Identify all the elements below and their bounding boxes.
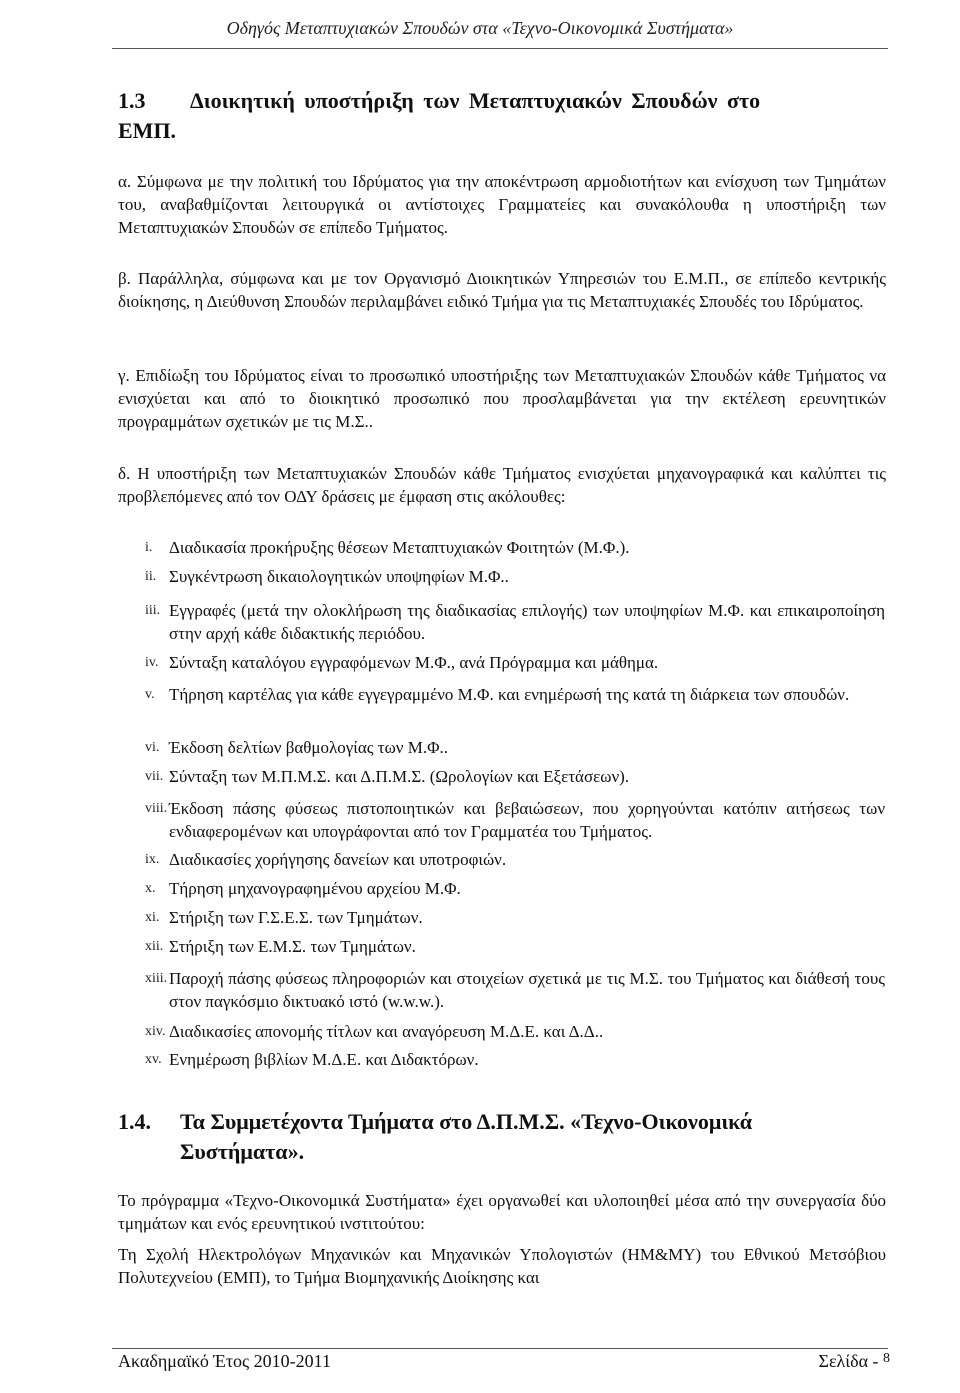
section-title-cont: ΕΜΠ. bbox=[118, 118, 177, 143]
section-number: 1.3 bbox=[118, 88, 146, 113]
list-item: vi. Έκδοση δελτίων βαθμολογίας των Μ.Φ.. bbox=[145, 738, 449, 757]
page-number-value: 8 bbox=[883, 1351, 890, 1366]
paragraph-intro: Το πρόγραμμα «Τεχνο-Οικονομικά Συστήματα» έχει οργανωθεί και υλοποιηθεί μέσα από την συνεργασία δύο τμημάτων και ενός ερευνητικού ινστιτούτου: bbox=[118, 1191, 886, 1233]
page-number bbox=[818, 1351, 890, 1372]
section-title-cont: Συστήματα». bbox=[180, 1139, 305, 1164]
list-item: xv. Ενημέρωση βιβλίων Μ.Δ.Ε. και Διδακτόρων. bbox=[145, 1050, 479, 1069]
paragraph-b: β. Παράλληλα, σύμφωνα και με τον Οργανισμό Διοικητικών Υπηρεσιών του Ε.Μ.Π., σε επίπεδο κεντρικής διοίκησης, η Διεύθυνση Σπουδών περιλαμβάνει ειδικό Τμήμα για τις Μεταπτυχιακές Σπουδές του Ιδρύματος. bbox=[118, 269, 886, 311]
page-label: Σελίδα - bbox=[818, 1351, 879, 1371]
list-item: vii. Σύνταξη των Μ.Π.Μ.Σ. και Δ.Π.Μ.Σ. (Ωρολογίων και Εξετάσεων). bbox=[145, 767, 630, 786]
section-number: 1.4. bbox=[118, 1109, 151, 1134]
list-item: xii. Στήριξη των Ε.Μ.Σ. των Τμημάτων. bbox=[145, 937, 416, 956]
paragraph-partners: Τη Σχολή Ηλεκτρολόγων Μηχανικών και Μηχανικών Υπολογιστών (ΗΜ&ΜΥ) του Εθνικού Μετσόβιου Πολυτεχνείου (ΕΜΠ), το Τμήμα Βιομηχανικής Διοίκησης και bbox=[118, 1245, 886, 1287]
footer-divider bbox=[112, 1348, 888, 1349]
running-header: Οδηγός Μεταπτυχιακών Σπουδών στα «Τεχνο-Οικονομικά Συστήματα» bbox=[226, 18, 734, 38]
list-item: iv. Σύνταξη καταλόγου εγγραφόμενων Μ.Φ., ανά Πρόγραμμα και μάθημα. bbox=[145, 653, 659, 672]
list-item: ii. Συγκέντρωση δικαιολογητικών υποψηφίων Μ.Φ.. bbox=[145, 567, 509, 586]
list-item: xiii. Παροχή πάσης φύσεως πληροφοριών και στοιχείων σχετικά με τις Μ.Σ. του Τμήματος και διάθεσή τους στον παγκόσμιο δικτυακό ιστό (w.w.w.). bbox=[145, 969, 885, 1011]
list-item: viii. Έκδοση πάσης φύσεως πιστοποιητικών και βεβαιώσεων, που χορηγούνται κατόπιν αιτήσεως των ενδιαφερομένων και υπογράφονται από τον Γραμματέα του Τμήματος. bbox=[145, 799, 885, 841]
list-item: x. Τήρηση μηχανογραφημένου αρχείου Μ.Φ. bbox=[145, 879, 461, 898]
list-item: iii. Εγγραφές (μετά την ολοκλήρωση της διαδικασίας επιλογής) των υποψηφίων Μ.Φ. και επικαιροποίηση στην αρχή κάθε διδακτικής περιόδου. bbox=[145, 601, 885, 643]
paragraph-a: α. Σύμφωνα με την πολιτική του Ιδρύματος για την αποκέντρωση αρμοδιοτήτων και ενίσχυση των Τμημάτων του, αναβαθμίζονται λειτουργικά οι αντίστοιχες Γραμματείες και συνακόλουθα η υποστήριξη των Μεταπτυχιακών Σπουδών σε επίπεδο Τμήματος. bbox=[118, 172, 886, 237]
section-title: Τα Συμμετέχοντα Τμήματα στο Δ.Π.Μ.Σ. «Τεχνο-Οικονομικά bbox=[180, 1109, 753, 1134]
list-item: xi. Στήριξη των Γ.Σ.Ε.Σ. των Τμημάτων. bbox=[145, 908, 423, 927]
list-item: xiv. Διαδικασίες απονομής τίτλων και αναγόρευση Μ.Δ.Ε. και Δ.Δ.. bbox=[145, 1022, 604, 1041]
paragraph-c: γ. Επιδίωξη του Ιδρύματος είναι το προσωπικό υποστήριξης των Μεταπτυχιακών Σπουδών κάθε Τμήματος να ενισχύεται και από το διοικητικό προσωπικό που προσλαμβάνεται για την εκτέλεση ερευνητικών προγραμμάτων σχετικών με τις Μ.Σ.. bbox=[118, 366, 886, 431]
section-title: Διοικητική υποστήριξη των Μεταπτυχιακών Σπουδών στο bbox=[190, 88, 761, 113]
header-divider bbox=[112, 48, 888, 49]
list-item: i. Διαδικασία προκήρυξης θέσεων Μεταπτυχιακών Φοιτητών (Μ.Φ.). bbox=[145, 538, 630, 557]
paragraph-d: δ. Η υποστήριξη των Μεταπτυχιακών Σπουδών κάθε Τμήματος ενισχύεται μηχανογραφικά και καλύπτει τις προβλεπόμενες από τον ΟΔΥ δράσεις με έμφαση στις ακόλουθες: bbox=[118, 464, 886, 506]
list-item: v. Τήρηση καρτέλας για κάθε εγγεγραμμένο Μ.Φ. και ενημέρωσή της κατά τη διάρκεια των σπουδών. bbox=[145, 685, 850, 704]
list-item: ix. Διαδικασίες χορήγησης δανείων και υποτροφιών. bbox=[145, 850, 507, 869]
footer-academic-year: Ακαδημαϊκό Έτος 2010-2011 bbox=[118, 1351, 332, 1371]
